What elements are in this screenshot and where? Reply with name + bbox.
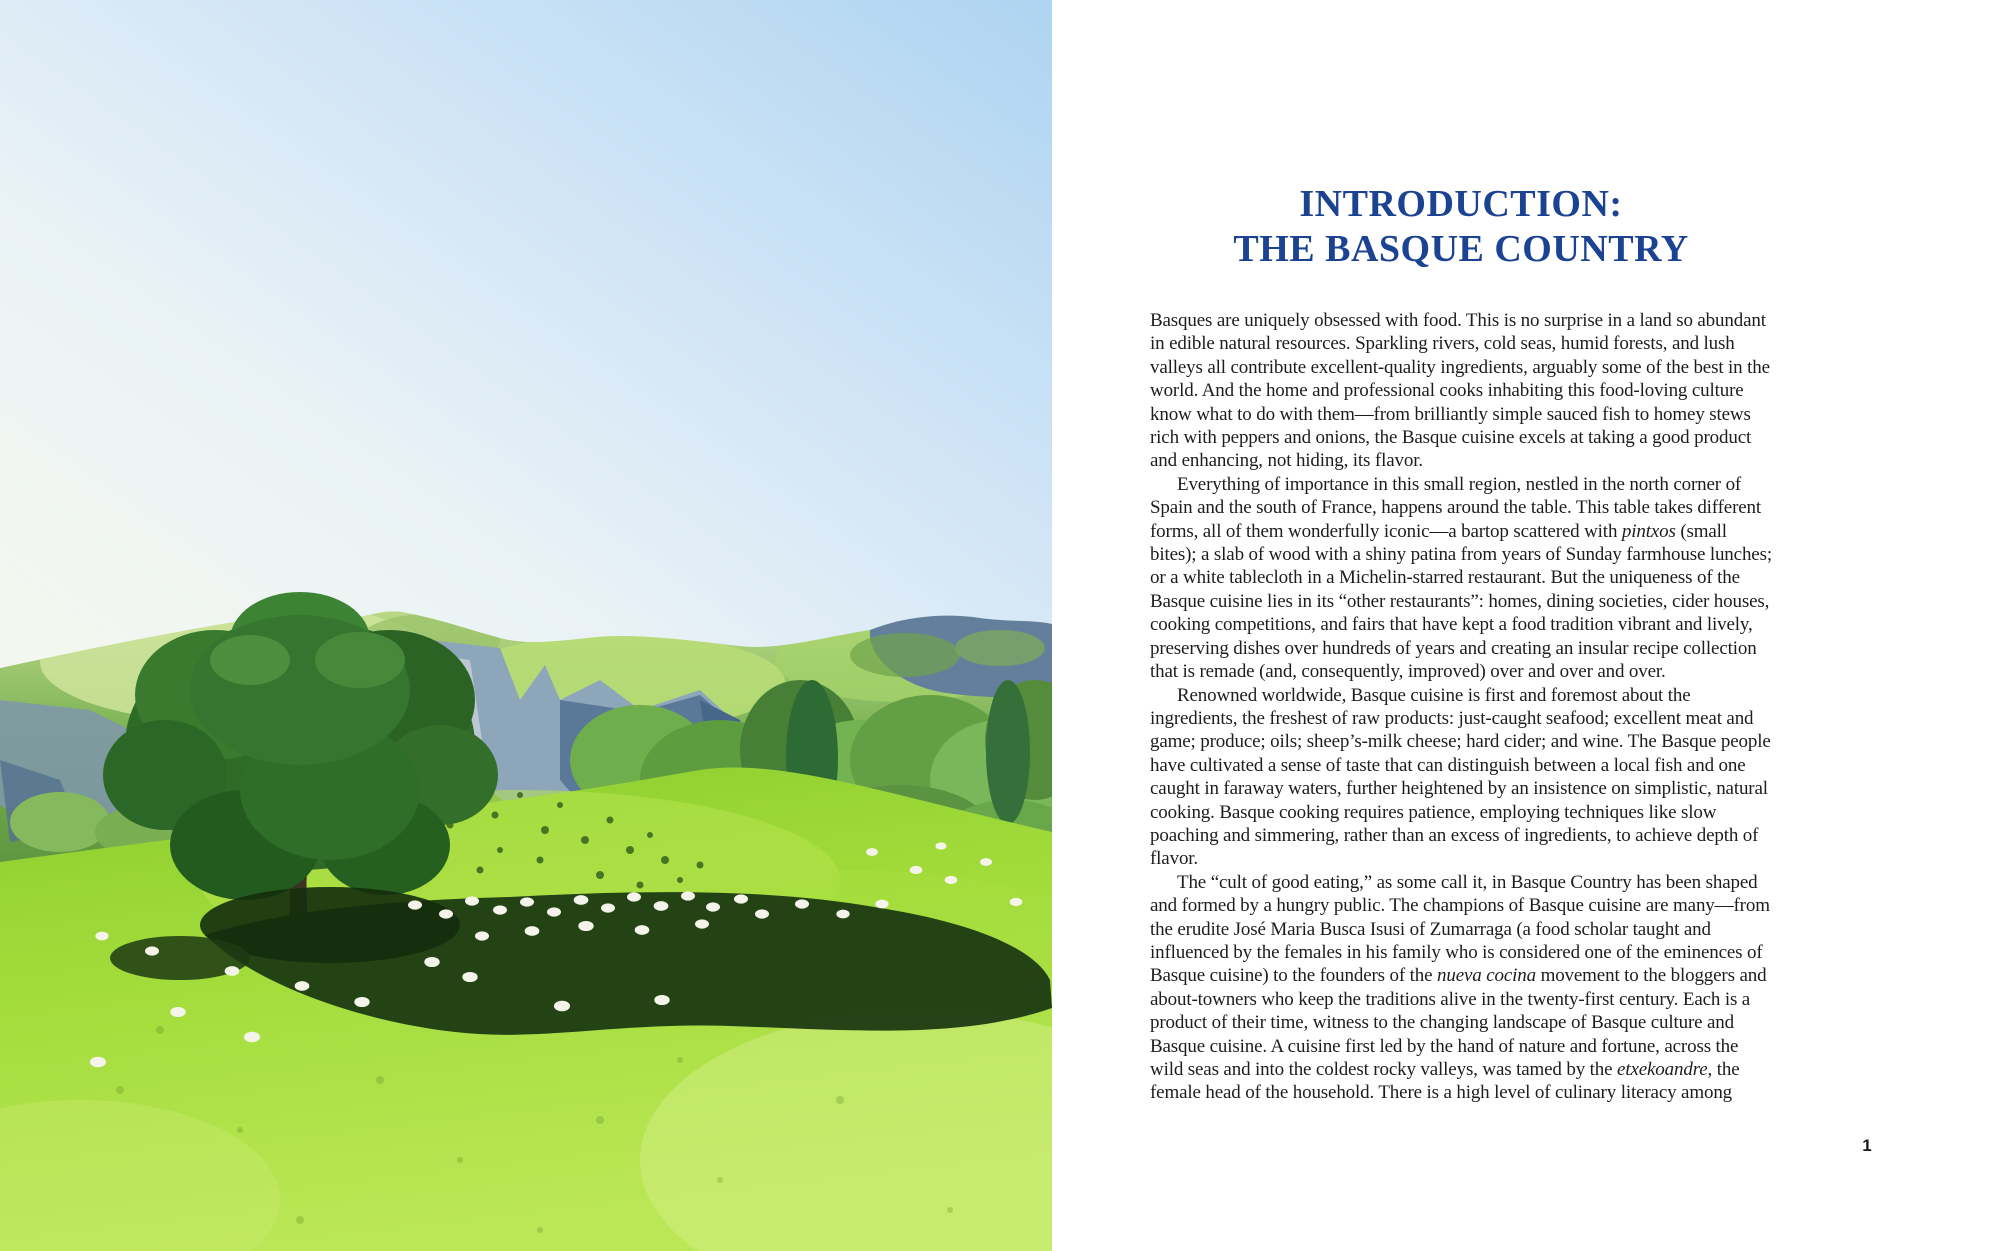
text-segment: , the female head of the household. There is a high level of culinary literacy among [1150,1059,1740,1104]
sheep [465,896,479,905]
sheep [244,1032,260,1043]
sheep [95,932,108,941]
body-text [1150,309,1775,1105]
sheep [493,905,507,914]
sheep [145,946,159,955]
sheep [654,995,669,1005]
sheep [654,901,669,911]
paragraph [1150,473,1775,684]
text-segment: Everything of importance in this small region, nestled in the north corner of Spain and the south of France, happens around the table. This table takes different forms, all of them wonderfully iconic—a bartop scattered with [1150,473,1762,542]
sheep [547,907,561,916]
sheep [706,902,720,911]
sheep [980,858,992,866]
sheep [295,981,310,991]
sheep [90,1057,106,1068]
sheep [462,972,477,982]
sheep [225,966,240,976]
sheep [945,876,958,884]
chapter-title-line2: THE BASQUE COUNTRY [1233,228,1689,270]
sheep [354,997,369,1007]
sheep [795,899,809,908]
sheep [681,891,695,900]
paragraph [1150,309,1775,473]
italic-term: nueva cocina [1437,965,1536,987]
sheep [635,925,650,935]
sheep [578,921,593,931]
sheep [627,892,641,901]
sheep [408,900,422,909]
text-segment: (small bites); a slab of wood with a shiny patina from years of Sunday farmhouse lunches; or a white tablecloth in a Michelin-starred restaurant. But the uniqueness of the Basque cuisine lies in its “other restaurants”: homes, dining societies, cider houses, cooking competitions, and fairs that have kept a food tradition vibrant and lively, preserving dishes over hundreds of years and creating an insular recipe collection that is remade (and, consequently, improved) over and over and over. [1150,520,1772,683]
sheep [170,1007,185,1017]
sheep [734,894,748,903]
chapter-title [1150,182,1772,272]
sheep [520,897,534,906]
paragraph [1150,684,1775,871]
sheep [875,900,888,909]
sheep [695,919,709,928]
sheep [755,909,769,918]
sheep [1010,898,1023,906]
text-segment: Basques are uniquely obsessed with food. This is no surprise in a land so abundant in edible natural resources. Sparkling rivers, cold seas, humid forests, and lush valleys all contribute excellent-quality ingredients, arguably some of the best in the world. And the home and professional cooks inhabiting this food-loving culture know what to do with them—from brilliantly simple sauced fish to homey stews rich with peppers and onions, the Basque cuisine excels at taking a good product and enhancing, not hiding, its flavor. [1150,310,1770,472]
text-segment: The “cult of good eating,” as some call it, in Basque Country has been shaped and formed by a hungry public. The champions of Basque cuisine are many—from the erudite José Maria Busca Isusi of Zumarraga (a food scholar taught and influenced by the females in his family who is considered one of the eminences of Basque cuisine) to the founders of the [1150,871,1770,987]
italic-term: etxekoandre [1617,1059,1708,1080]
text-segment: Renowned worldwide, Basque cuisine is first and foremost about the ingredients, the freshest of raw products: just-caught seafood; excellent meat and game; produce; oils; sheep’s-milk cheese; hard cider; and wine. The Basque people have cultivated a sense of taste that can distinguish between a local fish and one caught in faraway waters, further heightened by an insistence on simplistic, natural cooking. Basque cooking requires patience, employing techniques like slow poaching and simmering, rather than an excess of ingredients, to achieve depth of flavor. [1150,684,1771,870]
sheep [935,842,946,849]
sheep [910,866,923,874]
sheep [525,926,540,936]
sheep [475,931,489,940]
sheep [836,910,849,919]
sheep [439,909,453,918]
sheep [574,895,589,905]
page-number: 1 [1862,1136,1872,1155]
italic-term: pintxos [1621,520,1676,542]
paragraph [1150,871,1775,1105]
sheep [554,1001,570,1012]
text-segment: movement to the bloggers and about-towners who keep the traditions alive in the twenty-first century. Each is a product of their time, witness to the changing landscape of Basque culture and Basque cuisine. A cuisine first led by the hand of nature and fortune, across the wild seas and into the coldest rocky valleys, was tamed by the [1150,965,1767,1080]
sheep [424,957,439,967]
sheep [866,848,878,856]
sheep [601,903,615,912]
chapter-title-line1: INTRODUCTION: [1299,183,1623,225]
